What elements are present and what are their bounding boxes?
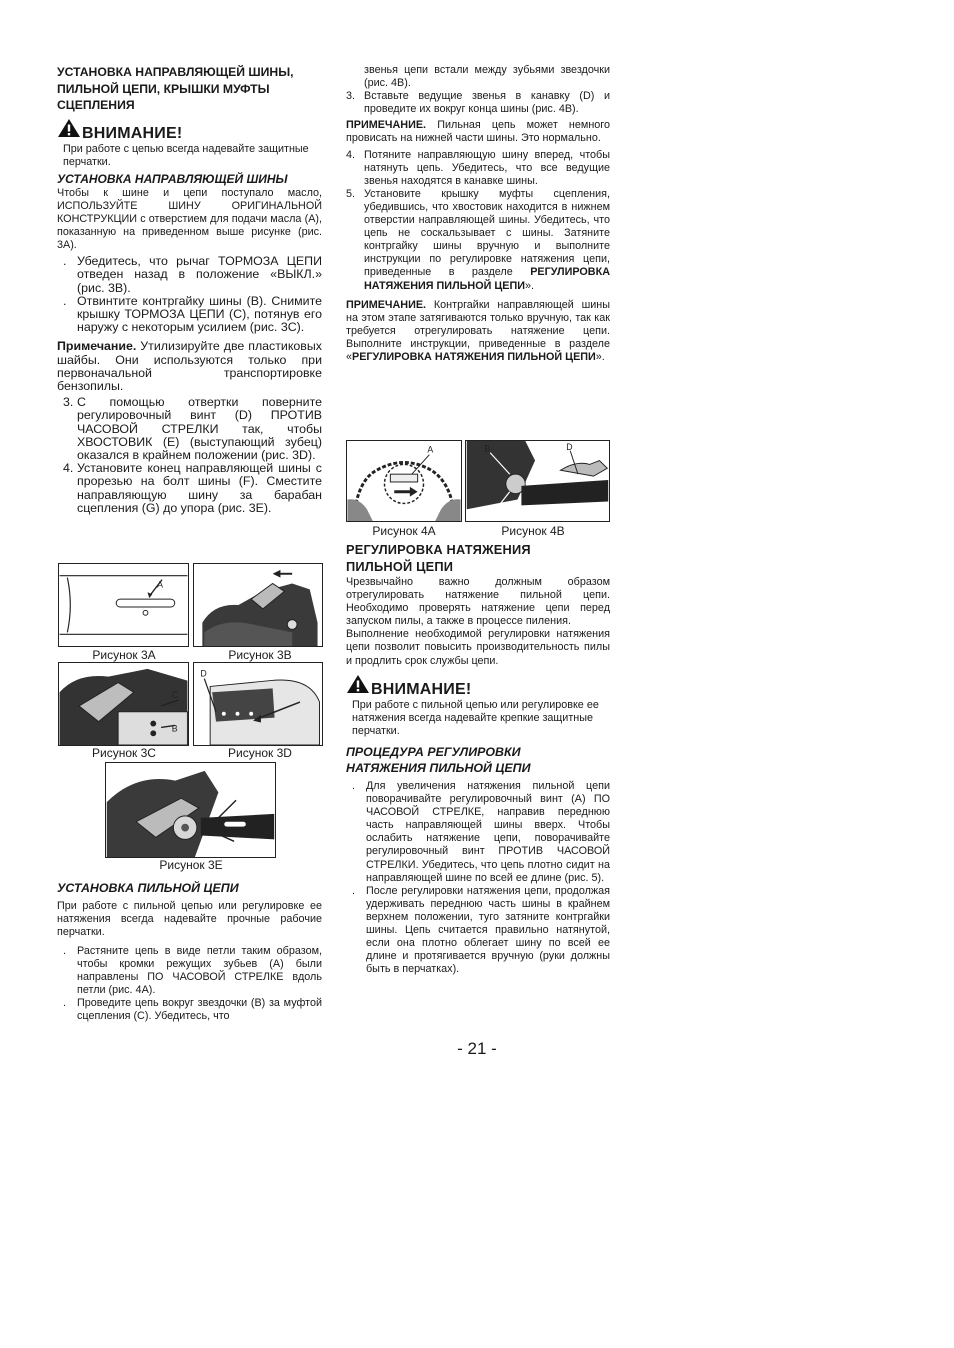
list-item: 3. С помощью отвертки поверните регулировочный винт (D) ПРОТИВ ЧАСОВОЙ СТРЕЛКИ так, чтобы ХВОСТОВИК (E) (выступающий зубец) оказался в крайнем положении (рис. 3D). [63,395,322,462]
caption-fig-3a: Рисунок 3A [92,648,156,662]
caption-fig-4a: Рисунок 4A [372,524,436,538]
figure-3e [105,762,276,858]
list-item: . Проведите цепь вокруг звездочки (B) за муфтой сцепления (C). Убедитесь, что [63,997,322,1023]
warning-word: ВНИМАНИЕ! [82,124,183,142]
fig-label-d: D [200,668,207,679]
list-item-3 [346,90,610,116]
caption-fig-3d: Рисунок 3D [228,746,292,760]
warning-triangle-icon [346,674,370,694]
list-item: . Растяните цепь в виде петли таким образом, чтобы кромки режущих зубьев (A) были направлены ПО ЧАСОВОЙ СТРЕЛКЕ вдоль петли (рис. 4A). [63,944,322,997]
fig-label-a: A [427,444,434,455]
paragraph-tension-importance: Чрезвычайно важно должным образом отрегулировать натяжение пильной цепи. Необходимо проверять натяжение цепи перед запуском пилы, а также в процессе пиления. [346,576,610,628]
list-item: . Убедитесь, что рычаг ТОРМОЗА ЦЕПИ отведен назад в положение «ВЫКЛ.» (рис. 3B). [63,254,322,295]
list-procedure [346,780,610,976]
warning-text: При работе с пильной цепью или регулировке ее натяжения всегда надевайте крепкие защитные перчатки. [352,698,599,737]
left-column [57,64,322,515]
paragraph-continued: звенья цепи встали между зубьями звездочки (рис. 4B). [364,64,610,90]
paragraph-bar-oil: Чтобы к шине и цепи поступало масло, ИСПОЛЬЗУЙТЕ ШИНУ ОРИГИНАЛЬНОЙ КОНСТРУКЦИИ с отверстием для подачи масла (A), показанную на приведенном выше рисунке (рис. 3A). [57,186,322,252]
paragraph-tension-benefit: Выполнение необходимой регулировки натяжения цепи позволит повысить производительность пилы и продлить срок службы цепи. [346,628,610,667]
note-locknuts: ПРИМЕЧАНИЕ. Контргайки направляющей шины на этом этапе затягиваются только вручную, так как требуется отрегулировать натяжение цепи. Выполните инструкции, приведенные в разделе «РЕГУЛИРОВКА НАТЯЖЕНИЯ ПИЛЬНОЙ ЦЕПИ». [346,298,611,363]
list-item: 5. Установите крышку муфты сцепления, убедившись, что хвостовик находится в нижнем отверстии направляющей шины. Убедитесь, что цепь не соскальзывает с шины. Затяните контргайку шины вручную и выполните инструкции по регулировке натяжения цепи, приведенные в разделе РЕГУЛИРОВКА НАТЯЖЕНИЯ ПИЛЬНОЙ ЦЕПИ». [346,187,610,292]
caption-fig-3b: Рисунок 3B [228,648,292,662]
warning-word: ВНИМАНИЕ! [371,680,472,698]
list-items-4-5 [346,149,610,293]
note-sag: ПРИМЕЧАНИЕ. Пильная цепь может немного провисать на нижней части шины. Это нормально. [346,119,610,145]
subsection-title-procedure: ПРОЦЕДУРА РЕГУЛИРОВКИ НАТЯЖЕНИЯ ПИЛЬНОЙ ЦЕПИ [346,744,531,776]
figure-3b [193,563,323,647]
figure-3a [58,563,189,647]
caption-fig-3c: Рисунок 3C [92,746,156,760]
fig-label-c: C [171,690,179,701]
fig-label-d: D [566,441,573,452]
paragraph-chain-gloves: При работе с пильной цепью или регулировке ее натяжения всегда надевайте прочные рабочие перчатки. [57,899,322,938]
fig-label-a: A [157,579,164,590]
section-title-install: УСТАНОВКА НАПРАВЛЯЮЩЕЙ ШИНЫ, ПИЛЬНОЙ ЦЕПИ, КРЫШКИ МУФТЫ СЦЕПЛЕНИЯ [57,65,294,112]
list-item: 3. Вставьте ведущие звенья в канавку (D) и проведите их вокруг конца шины (рис. 4B). [346,90,610,116]
fig-label-c: C [490,509,497,520]
figure-4b [465,440,610,522]
figure-3c [58,662,189,746]
section-title-tension: РЕГУЛИРОВКА НАТЯЖЕНИЯ ПИЛЬНОЙ ЦЕПИ [346,542,531,574]
figure-3d [193,662,323,746]
right-column [346,64,610,364]
list-chain-steps [57,945,322,1024]
list-item: 4. Потяните направляющую шину вперед, чтобы натянуть цепь. Убедитесь, что все ведущие звенья находятся в канавке шины. [346,148,610,187]
page-number: - 21 - [457,1039,497,1058]
list-item: . Отвинтите контргайку шины (B). Снимите крышку ТОРМОЗА ЦЕПИ (C), потянув его наружу с некоторым усилием (рис. 3C). [63,293,322,335]
subsection-title-chain: УСТАНОВКА ПИЛЬНОЙ ЦЕПИ [57,881,239,895]
list-item: . Для увеличения натяжения пильной цепи поворачивайте регулировочный винт (A) ПО ЧАСОВОЙ СТРЕЛКЕ, направив переднюю часть направляющей шины вверх. Чтобы ослабить натяжение цепи, поворачивайте регулировочный винт ПРОТИВ ЧАСОВОЙ СТРЕЛКИ. Убедитесь, что цепь плотно сидит на направляющей шине по всей ее длине (рис. 5). [352,779,610,884]
note-washers: Примечание. Утилизируйте две пластиковых шайбы. Они используются только при первоначальной транспортировке бензопилы. [57,339,322,393]
fig-label-b: B [484,443,491,454]
warning-text: При работе с цепью всегда надевайте защитные перчатки. [63,142,309,168]
warning-block-1 [57,118,322,169]
list-item: . После регулировки натяжения цепи, продолжая удерживать переднюю часть шины в крайнем верхнем положении, туго затяните контргайки шины. Цепь считается правильно натянутой, если она плотно облегает шину по всей ее длине и протягивается вручную (руки должны быть в перчатках). [352,884,610,976]
caption-fig-3e: Рисунок 3E [159,858,223,872]
warning-block-2 [346,674,610,738]
fig-label-b: B [171,723,178,734]
left-column-bottom [57,880,322,1023]
right-column-bottom [346,542,610,976]
caption-fig-4b: Рисунок 4B [501,524,565,538]
list-bar-steps [57,255,322,334]
subsection-title-bar: УСТАНОВКА НАПРАВЛЯЮЩЕЙ ШИНЫ [57,171,288,186]
list-item: 4. Установите конец направляющей шины с прорезью на болт шины (F). Сместите направляющую шину за барабан сцепления (G) до упора (рис. 3E). [63,461,322,515]
figure-4a [346,440,462,522]
warning-triangle-icon [57,118,81,138]
list-bar-steps-2 [57,396,322,515]
